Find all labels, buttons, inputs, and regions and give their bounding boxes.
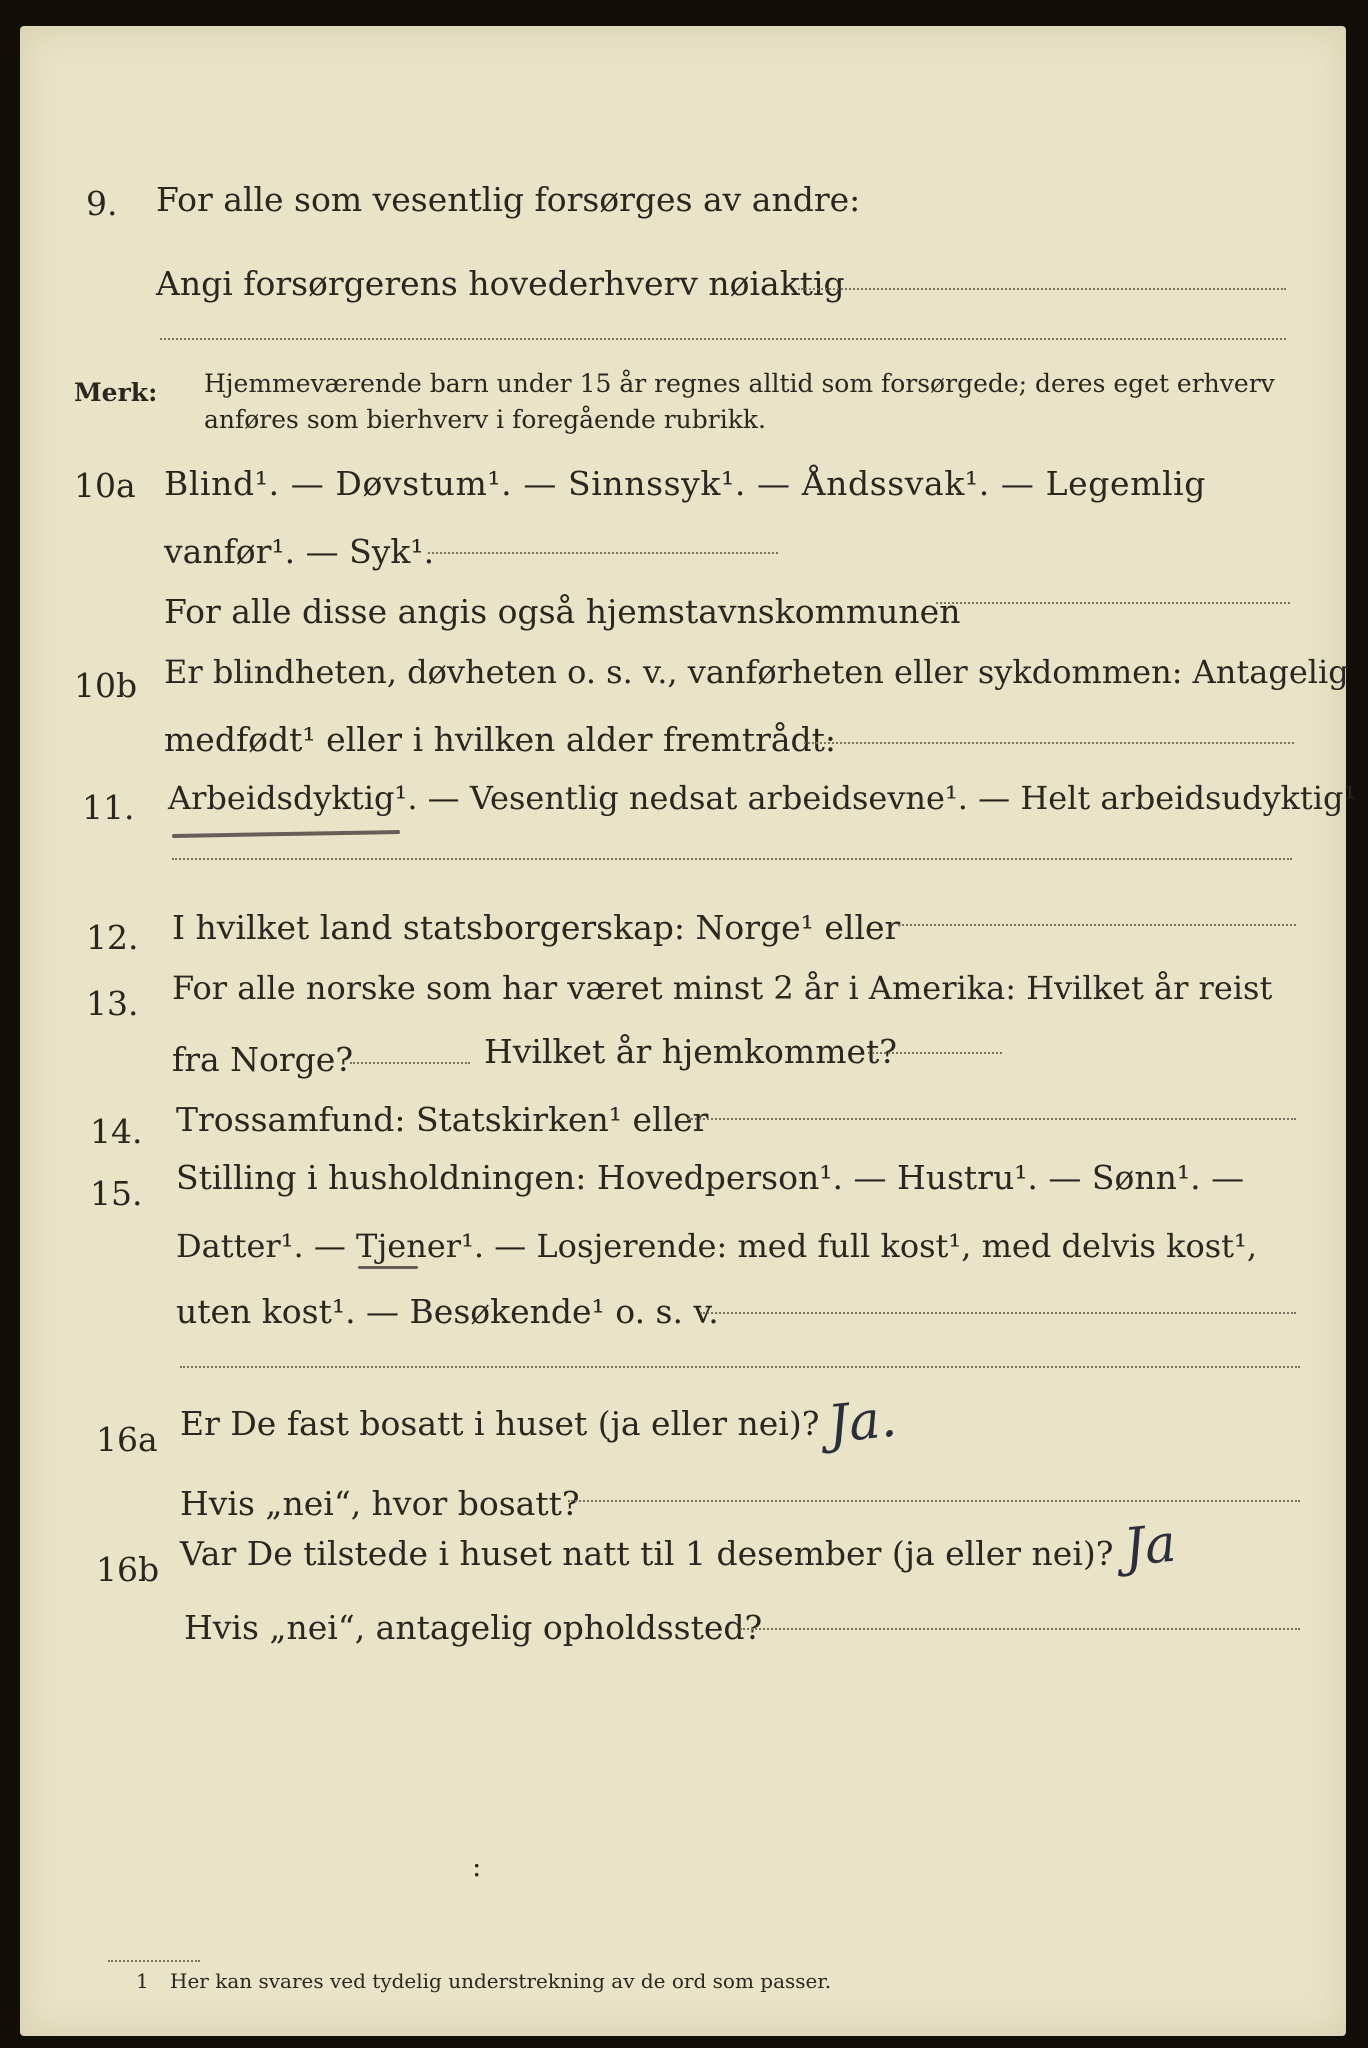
q14-number: 14. [90, 1112, 143, 1151]
q13-left-year-field[interactable] [350, 1062, 470, 1064]
q15-options-2: Datter¹. — Tjener¹. — Losjerende: med full kost¹, med delvis kost¹, [176, 1227, 1258, 1265]
q16a-handwritten-answer: Ja. [825, 1388, 900, 1456]
q14-answer-field[interactable] [688, 1118, 1296, 1120]
q12-number: 12. [86, 918, 139, 957]
q10a-options: Blind¹. — Døvstum¹. — Sinnssyk¹. — Åndssvak¹. — Legemlig [164, 464, 1207, 503]
q10b-question: Er blindheten, døvheten o. s. v., vanførheten eller sykdommen: Antagelig [164, 653, 1349, 691]
q9-question: For alle som vesentlig forsørges av andre: [156, 180, 861, 219]
q11-handwritten-underline [172, 830, 400, 838]
q10b-question-2: medfødt¹ eller i hvilken alder fremtrådt: [164, 720, 837, 759]
merk-note-line1: Hjemmeværende barn under 15 år regnes alltid som forsørgede; deres eget erhverv [204, 369, 1275, 398]
footnote-text: Her kan svares ved tydelig understrekning av de ord som passer. [170, 1969, 832, 1993]
q16a-number: 16a [96, 1420, 158, 1459]
q16b-handwritten-answer: Ja [1121, 1513, 1179, 1579]
q10a-answer-field[interactable] [428, 552, 778, 554]
merk-note-line2: anføres som bierhverv i foregående rubrikk. [204, 405, 766, 434]
q9-number: 9. [86, 184, 118, 223]
q11-options: Arbeidsdyktig¹. — Vesentlig nedsat arbeidsevne¹. — Helt arbeidsudyktig¹ [168, 779, 1357, 817]
merk-label: Merk: [74, 378, 158, 407]
q15-handwritten-underline [358, 1266, 418, 1269]
q13-question: For alle norske som har været minst 2 år i Amerika: Hvilket år reist [172, 969, 1273, 1007]
q10a-options-2: vanfør¹. — Syk¹. [164, 532, 435, 571]
census-form-page [20, 26, 1357, 2036]
q16a-followup: Hvis „nei“, hvor bosatt? [180, 1484, 580, 1523]
q11-answer-field[interactable] [172, 858, 1292, 860]
q15-answer-field-2[interactable] [180, 1366, 1300, 1368]
footnote-rule [108, 1960, 200, 1962]
q15-number: 15. [90, 1174, 143, 1213]
q10a-hometown-field[interactable] [936, 602, 1290, 604]
q16a-answer-field[interactable] [568, 1500, 1300, 1502]
q10b-number: 10b [74, 666, 138, 705]
q10b-answer-field[interactable] [804, 742, 1294, 744]
q10a-hometown-label: For alle disse angis også hjemstavnskommunen [164, 592, 961, 631]
q12-question: I hvilket land statsborgerskap: Norge¹ eller [172, 908, 901, 947]
ink-mark: : [472, 1850, 482, 1883]
q16a-question: Er De fast bosatt i huset (ja eller nei)? [180, 1404, 820, 1443]
q15-options-3: uten kost¹. — Besøkende¹ o. s. v. [176, 1292, 719, 1331]
footnote-marker: 1 [136, 1969, 149, 1993]
q13-return-label: Hvilket år hjemkommet? [484, 1032, 897, 1071]
q15-options: Stilling i husholdningen: Hovedperson¹. — Hustru¹. — Sønn¹. — [176, 1158, 1245, 1197]
q12-answer-field[interactable] [898, 924, 1296, 926]
q15-answer-field[interactable] [700, 1312, 1296, 1314]
q16b-number: 16b [96, 1550, 160, 1589]
q10a-number: 10a [74, 466, 136, 505]
q16b-answer-field[interactable] [740, 1628, 1300, 1630]
q16b-followup: Hvis „nei“, antagelig opholdssted? [184, 1608, 763, 1647]
q13-number: 13. [86, 984, 139, 1023]
q9-label-occupation: Angi forsørgerens hovederhverv nøiaktig [156, 264, 845, 303]
q13-left-label: fra Norge? [172, 1040, 354, 1079]
q11-number: 11. [82, 788, 135, 827]
q13-return-year-field[interactable] [868, 1052, 1002, 1054]
q16b-question: Var De tilstede i huset natt til 1 desember (ja eller nei)? [180, 1534, 1114, 1573]
q9-answer-field[interactable] [798, 288, 1286, 290]
q9-answer-field-2[interactable] [160, 338, 1286, 340]
q14-question: Trossamfund: Statskirken¹ eller [176, 1100, 709, 1139]
